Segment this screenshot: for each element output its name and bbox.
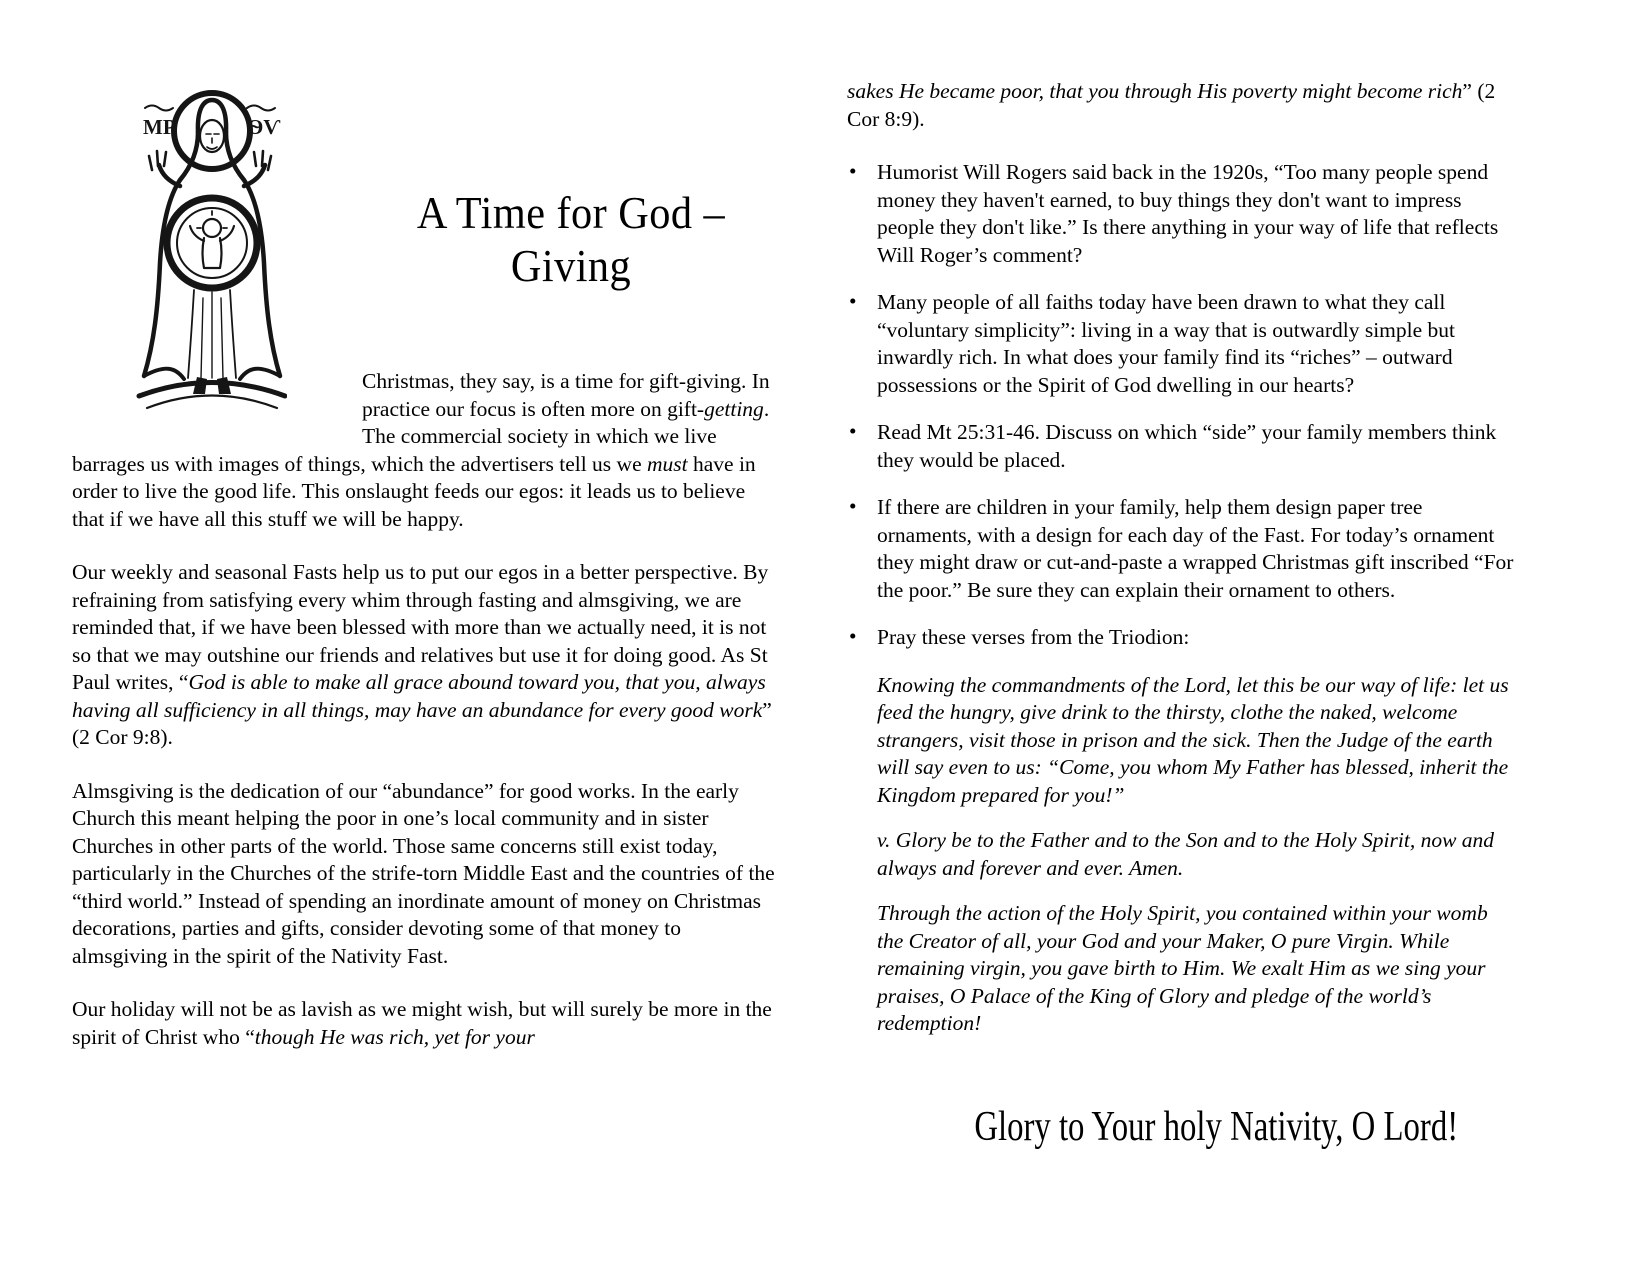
- bullet-text: Read Mt 25:31-46. Discuss on which “side” your family members think they would be placed.: [877, 420, 1497, 472]
- robe: [144, 180, 280, 379]
- inscription-thu: ѲѴ: [247, 115, 281, 139]
- theotokos-icon-svg: [133, 78, 287, 418]
- bullet-text: If there are children in your family, help them design paper tree ornaments, with a design for each day of the Fast. For today’s ornament they might draw or cut-and-paste a wrapped Christmas gift inscribed “For the poor.” Be sure they can explain their ornament to others.: [877, 495, 1514, 602]
- prayer-knowing-commandments: Knowing the commandments of the Lord, let this be our way of life: let us feed the hungry, give drink to the thirsty, clothe the naked, welcome strangers, visit those in prison and the sick. Then the Judge of the earth will say even to us: “Come, you whom My Father has blessed, inherit the Kingdom prepared for you!”: [877, 672, 1509, 807]
- left-column: [72, 68, 780, 1077]
- bullet-text: Humorist Will Rogers said back in the 1920s, “Too many people spend money they haven't earned, to buy things they don't want to impress people they don't like.” Is there anything in your way of life that reflects Will Roger’s comment?: [877, 160, 1499, 267]
- page-title-line-1: A Time for God –: [416, 187, 726, 238]
- body-paragraph-1: Christmas, they say, is a time for gift-giving. In practice our focus is often more on gift-getting. The commercial society in which we live barrages us with images of things, which the advertisers tell us we must have in order to live the good life. This onslaught feeds our egos: it leads us to believe that if we have all this stuff we will be happy.: [72, 369, 770, 531]
- bullet-icon: •: [849, 419, 857, 443]
- discussion-bullet-list: [847, 159, 1519, 652]
- prayer-glory-be: v. Glory be to the Father and to the Son and to the Holy Spirit, now and always and forever and ever. Amen.: [877, 828, 1495, 880]
- body-paragraph-4: Our holiday will not be as lavish as we might wish, but will surely be more in the spirit of Christ who “though He was rich, yet for your: [72, 997, 772, 1049]
- bullet-icon: •: [849, 494, 857, 518]
- continued-quote-paragraph: sakes He became poor, that you through His poverty might become rich” (2 Cor 8:9).: [847, 79, 1496, 131]
- right-column: [847, 78, 1519, 1152]
- bullet-text: Pray these verses from the Triodion:: [877, 625, 1190, 649]
- bullet-icon: •: [849, 289, 857, 313]
- bullet-item-voluntary-simplicity: [847, 289, 1519, 399]
- page-title: [379, 186, 764, 292]
- halo-icon: [174, 93, 250, 169]
- theotokos-icon-image: [133, 78, 287, 418]
- prayer-through-holy-spirit: Through the action of the Holy Spirit, you contained within your womb the Creator of all, your God and your Maker, O pure Virgin. While remaining virgin, you gave birth to Him. We exalt Him as we sing your praises, O Palace of the King of Glory and pledge of the world’s redemption!: [877, 901, 1488, 1035]
- bullet-icon: •: [849, 159, 857, 183]
- body-paragraph-3: Almsgiving is the dedication of our “abundance” for good works. In the early Church this meant helping the poor in one’s local community and in sister Churches in other parts of the world. Those same concerns still exist today, particularly in the Churches of the strife-torn Middle East and the countries of the “third world.” Instead of spending an inordinate amount of money on Christmas decorations, parties and gifts, consider devoting some of that money to almsgiving in the spirit of the Nativity Fast.: [72, 778, 775, 968]
- bullet-item-read-matthew: [847, 419, 1519, 474]
- christ-medallion: [167, 198, 257, 288]
- closing-doxology: Glory to Your holy Nativity, O Lord!: [974, 1103, 1459, 1150]
- base-platform: [139, 377, 285, 408]
- bullet-text: Many people of all faiths today have been drawn to what they call “voluntary simplicity”: living in a way that is outwardly simple but inwardly rich. In what does your family find its “riches” – outward possessions or the Spirit of God dwelling in our hearts?: [877, 290, 1456, 397]
- bullet-item-pray-triodion: [847, 624, 1519, 652]
- bullet-item-will-rogers: [847, 159, 1519, 269]
- bullet-item-tree-ornaments: [847, 494, 1519, 604]
- inscription-mr: МР: [143, 115, 176, 139]
- page-title-line-2: Giving: [510, 240, 632, 291]
- body-paragraph-2: Our weekly and seasonal Fasts help us to put our egos in a better perspective. By refraining from satisfying every whim through fasting and almsgiving, we are reminded that, if we have been blessed with more than we actually need, it is not so that we may outshine our friends and relatives but use it for doing good. As St Paul writes, “God is able to make all grace abound toward you, that you, always having all sufficiency in all things, may have an abundance for every good work” (2 Cor 9:8).: [72, 560, 772, 749]
- bullet-icon: •: [849, 624, 857, 648]
